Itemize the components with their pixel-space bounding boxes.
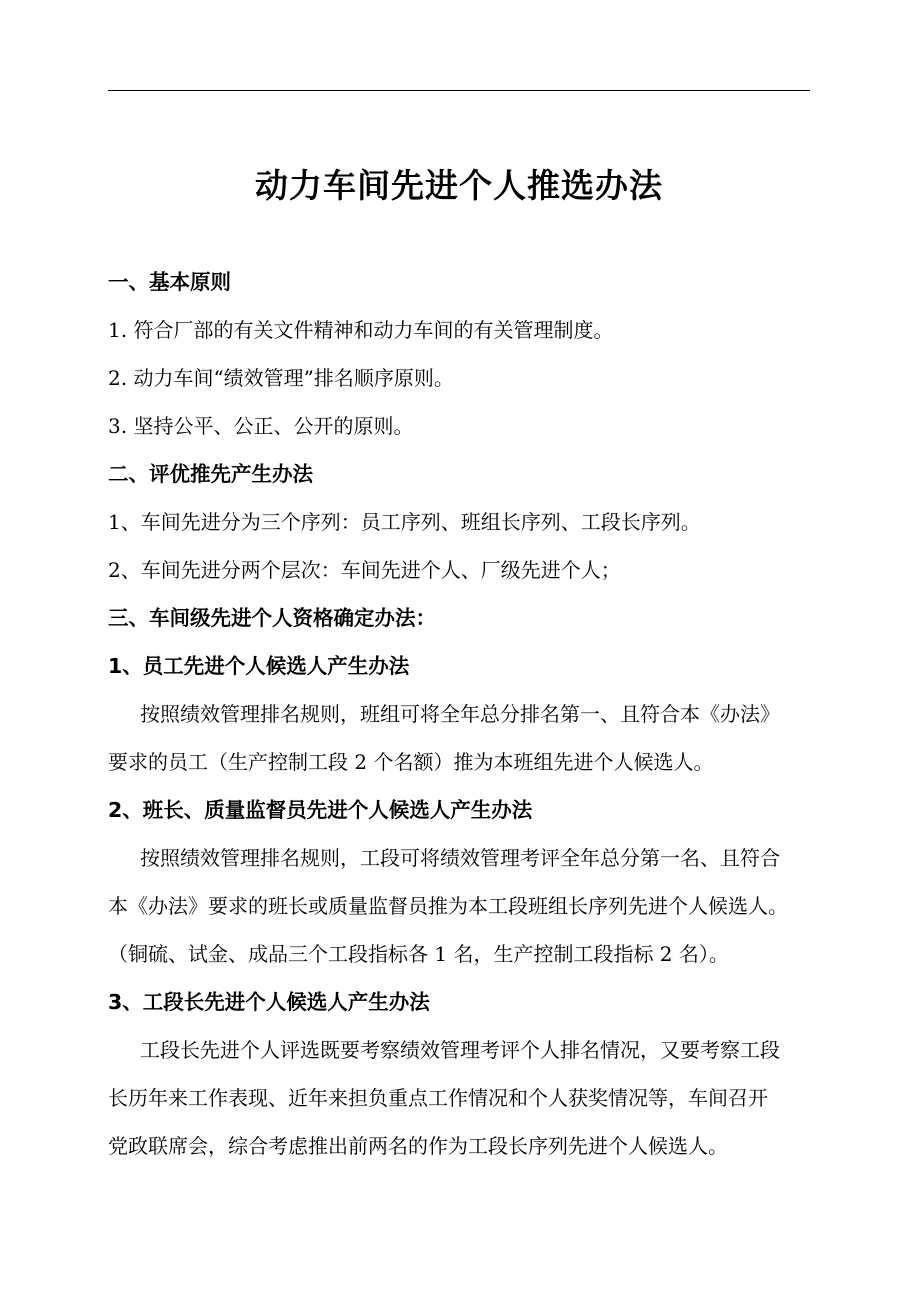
selection-item-1: 1、车间先进分为三个序列：员工序列、班组长序列、工段长序列。 bbox=[108, 510, 701, 534]
section-chief-paragraph-line-1: 工段长先进个人评选既要考察绩效管理考评个人排名情况，又要考察工段 bbox=[140, 1038, 780, 1062]
selection-item-2: 2、车间先进分两个层次：车间先进个人、厂级先进个人； bbox=[108, 558, 621, 582]
employee-paragraph-line-1: 按照绩效管理排名规则，班组可将全年总分排名第一、且符合本《办法》 bbox=[140, 702, 780, 726]
document-title: 动力车间先进个人推选办法 bbox=[255, 166, 663, 205]
subsection-heading-team-leader: 2、班长、质量监督员先进个人候选人产生办法 bbox=[108, 798, 533, 822]
subsection-heading-section-chief: 3、工段长先进个人候选人产生办法 bbox=[108, 990, 430, 1014]
subsection-heading-employee: 1、员工先进个人候选人产生办法 bbox=[108, 654, 410, 678]
document-body bbox=[108, 258, 828, 1170]
section-heading-selection-method: 二、评优推先产生办法 bbox=[108, 462, 313, 486]
header-rule bbox=[108, 90, 810, 91]
section-heading-qualification: 三、车间级先进个人资格确定办法： bbox=[108, 606, 436, 630]
principle-item-2: 2. 动力车间“绩效管理”排名顺序原则。 bbox=[108, 366, 454, 390]
employee-paragraph-line-2: 要求的员工（生产控制工段 2 个名额）推为本班组先进个人候选人。 bbox=[108, 750, 714, 774]
section-heading-basic-principles: 一、基本原则 bbox=[108, 270, 231, 294]
section-chief-paragraph-line-3: 党政联席会，综合考虑推出前两名的作为工段长序列先进个人候选人。 bbox=[108, 1134, 728, 1158]
team-leader-paragraph-line-1: 按照绩效管理排名规则，工段可将绩效管理考评全年总分第一名、且符合 bbox=[140, 846, 780, 870]
section-chief-paragraph-line-2: 长历年来工作表现、近年来担负重点工作情况和个人获奖情况等，车间召开 bbox=[108, 1086, 768, 1110]
principle-item-3: 3. 坚持公平、公正、公开的原则。 bbox=[108, 414, 414, 438]
team-leader-paragraph-line-3: （铜硫、试金、成品三个工段指标各 1 名，生产控制工段指标 2 名）。 bbox=[108, 942, 729, 966]
principle-item-1: 1. 符合厂部的有关文件精神和动力车间的有关管理制度。 bbox=[108, 318, 614, 342]
team-leader-paragraph-line-2: 本《办法》要求的班长或质量监督员推为本工段班组长序列先进个人候选人。 bbox=[108, 894, 788, 918]
